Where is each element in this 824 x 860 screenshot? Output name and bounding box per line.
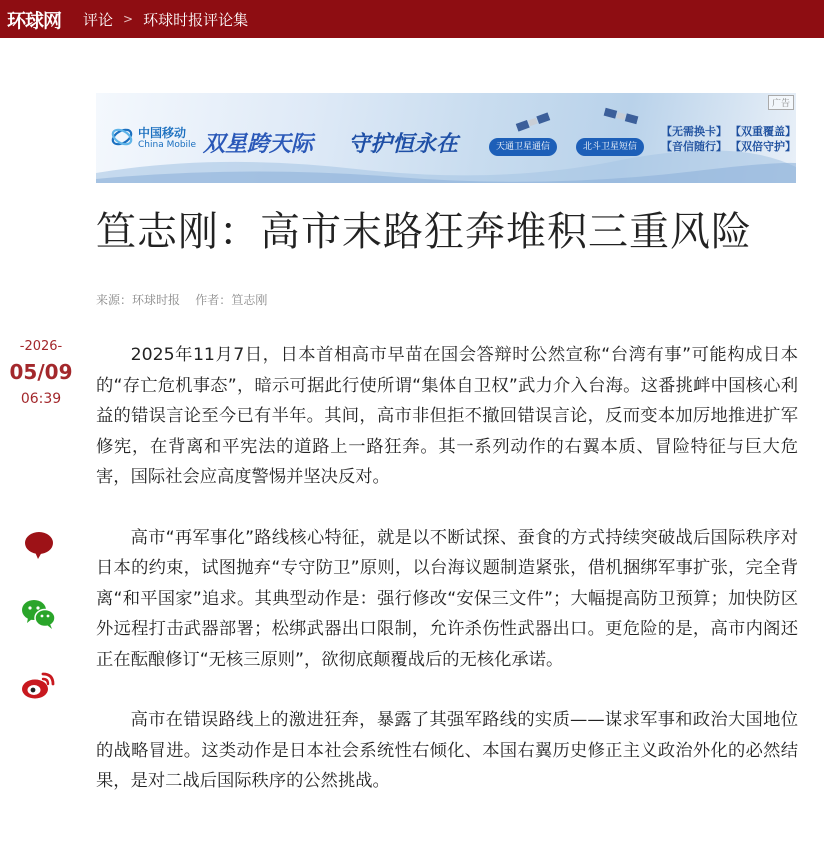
china-mobile-logo-icon [110,125,134,149]
article-paragraph: 2025年11月7日，日本首相高市早苗在国会答辩时公然宣称“台湾有事”可能构成日本的“存亡危机事态”，暗示可据此行使所谓“集体自卫权”武力介入台海。这番挑衅中国核心利益的错误言论至今已有半年。其间，高市非但拒不撤回错误言论，反而变本加厉地推进扩军修宪，在背离和平宪法的道路上一路狂奔。其一系列动作的右翼本质、冒险特征与巨大危害，国际社会应高度警惕并坚决反对。 [96,345,798,487]
publish-time: 06:39 [20,391,62,407]
publish-month-day: 05/09 [9,360,73,384]
author-name: 笪志刚 [231,293,268,307]
wechat-icon[interactable] [21,597,55,631]
ad-slogan-2: 守护恒永在 [348,132,459,157]
ad-feature: 【无需换卡】 [661,125,727,138]
ad-label: 广告 [768,95,794,110]
ad-banner[interactable] [96,93,796,183]
source-label: 来源： [96,293,133,307]
ad-feature: 【双重覆盖】 [730,125,796,138]
ad-slogan-1: 双星跨天际 [203,132,314,157]
ad-brand-en: China Mobile [138,140,197,150]
top-nav-bar [0,0,824,38]
article-body [96,340,798,827]
ad-feature: 【音信随行】 [661,140,727,153]
satellite-icon [603,105,639,127]
article-title: 笪志刚：高市末路狂奔堆积三重风险 [96,209,752,255]
source-name: 环球时报 [132,293,181,307]
publish-year: -2026- [19,339,63,354]
site-logo[interactable]: 环球网 [7,9,62,32]
ad-brand-cn: 中国移动 [138,126,187,140]
ad-pill-beidou: 北斗卫星短信 [576,138,644,156]
article-meta [96,291,267,308]
ad-feature: 【双倍守护】 [730,140,796,153]
breadcrumb-separator: > [123,12,134,26]
comment-icon[interactable] [22,528,56,562]
article-paragraph: 高市“再军事化”路线核心特征，就是以不断试探、蚕食的方式持续突破战后国际秩序对日本的约束，试图抛弃“专守防卫”原则，以台海议题制造紧张，借机捆绑军事扩张，完全背离“和平国家”追求。其典型动作是：强行修改“安保三文件”；大幅提高防卫预算；加快防区外远程打击武器部署；松绑武器出口限制，允许杀伤性武器出口。更危险的是，高市内阁还正在酝酿修订“无核三原则”，欲彻底颠覆战后的无核化承诺。 [96,527,798,670]
satellite-icon [515,110,552,135]
ad-pill-tiantong: 天通卫星通信 [489,138,557,156]
breadcrumb-gt-commentary[interactable]: 环球时报评论集 [143,10,249,29]
weibo-icon[interactable] [20,668,54,702]
author-label: 作者： [195,293,232,307]
article-paragraph: 高市在错误路线上的激进狂奔，暴露了其强军路线的实质——谋求军事和政治大国地位的战略冒进。这类动作是日本社会系统性右倾化、本国右翼历史修正主义政治外化的必然结果，是对二战后国际秩序的公然挑战。 [96,710,798,791]
publish-date [0,337,82,409]
breadcrumb-comment[interactable]: 评论 [83,10,114,29]
